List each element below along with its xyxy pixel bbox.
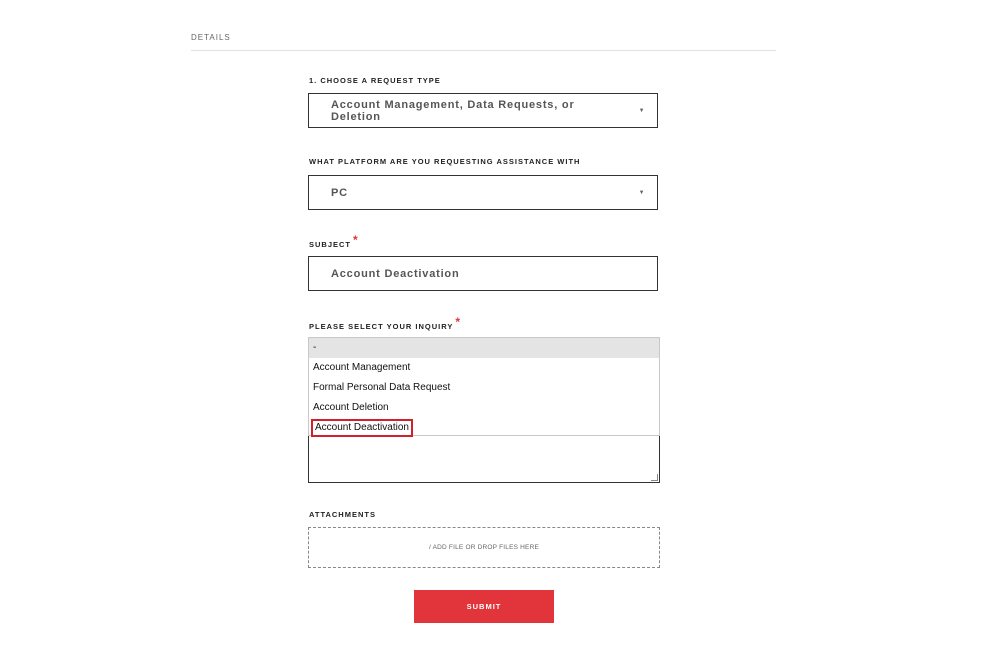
dropdown-option-highlighted[interactable]: Account Deactivation bbox=[315, 422, 409, 433]
file-dropzone[interactable] bbox=[308, 527, 660, 568]
dropdown-option[interactable]: Formal Personal Data Request bbox=[313, 382, 451, 393]
platform-value: PC bbox=[331, 186, 348, 199]
required-asterisk: * bbox=[455, 315, 462, 329]
resize-handle-icon[interactable] bbox=[651, 474, 658, 481]
dropdown-option[interactable]: Account Deletion bbox=[313, 402, 389, 413]
request-type-value: Account Management, Data Requests, or Deletion bbox=[331, 98, 575, 123]
inquiry-label-text: PLEASE SELECT YOUR INQUIRY bbox=[309, 322, 454, 331]
subject-value: Account Deactivation bbox=[331, 267, 460, 280]
dropdown-option[interactable]: - bbox=[309, 338, 659, 358]
inquiry-dropdown-list[interactable] bbox=[308, 337, 660, 436]
subject-label bbox=[309, 233, 359, 250]
request-type-label: 1. CHOOSE A REQUEST TYPE bbox=[309, 76, 441, 85]
dropdown-option[interactable]: Account Management bbox=[313, 362, 411, 373]
inquiry-label bbox=[309, 315, 462, 332]
attachments-label: ATTACHMENTS bbox=[309, 510, 376, 519]
subject-input[interactable] bbox=[308, 256, 658, 291]
required-asterisk: * bbox=[353, 233, 359, 247]
section-title: DETAILS bbox=[191, 33, 231, 42]
subject-label-text: SUBJECT bbox=[309, 240, 352, 249]
section-divider bbox=[191, 50, 776, 51]
platform-label: WHAT PLATFORM ARE YOU REQUESTING ASSISTANCE WITH bbox=[309, 157, 581, 166]
submit-button[interactable]: SUBMIT bbox=[414, 590, 554, 623]
platform-select[interactable] bbox=[308, 175, 658, 210]
chevron-down-icon: ▼ bbox=[638, 107, 646, 114]
request-type-select[interactable] bbox=[308, 93, 658, 128]
dropzone-text: / ADD FILE OR DROP FILES HERE bbox=[428, 544, 540, 551]
chevron-down-icon: ▼ bbox=[638, 189, 646, 196]
